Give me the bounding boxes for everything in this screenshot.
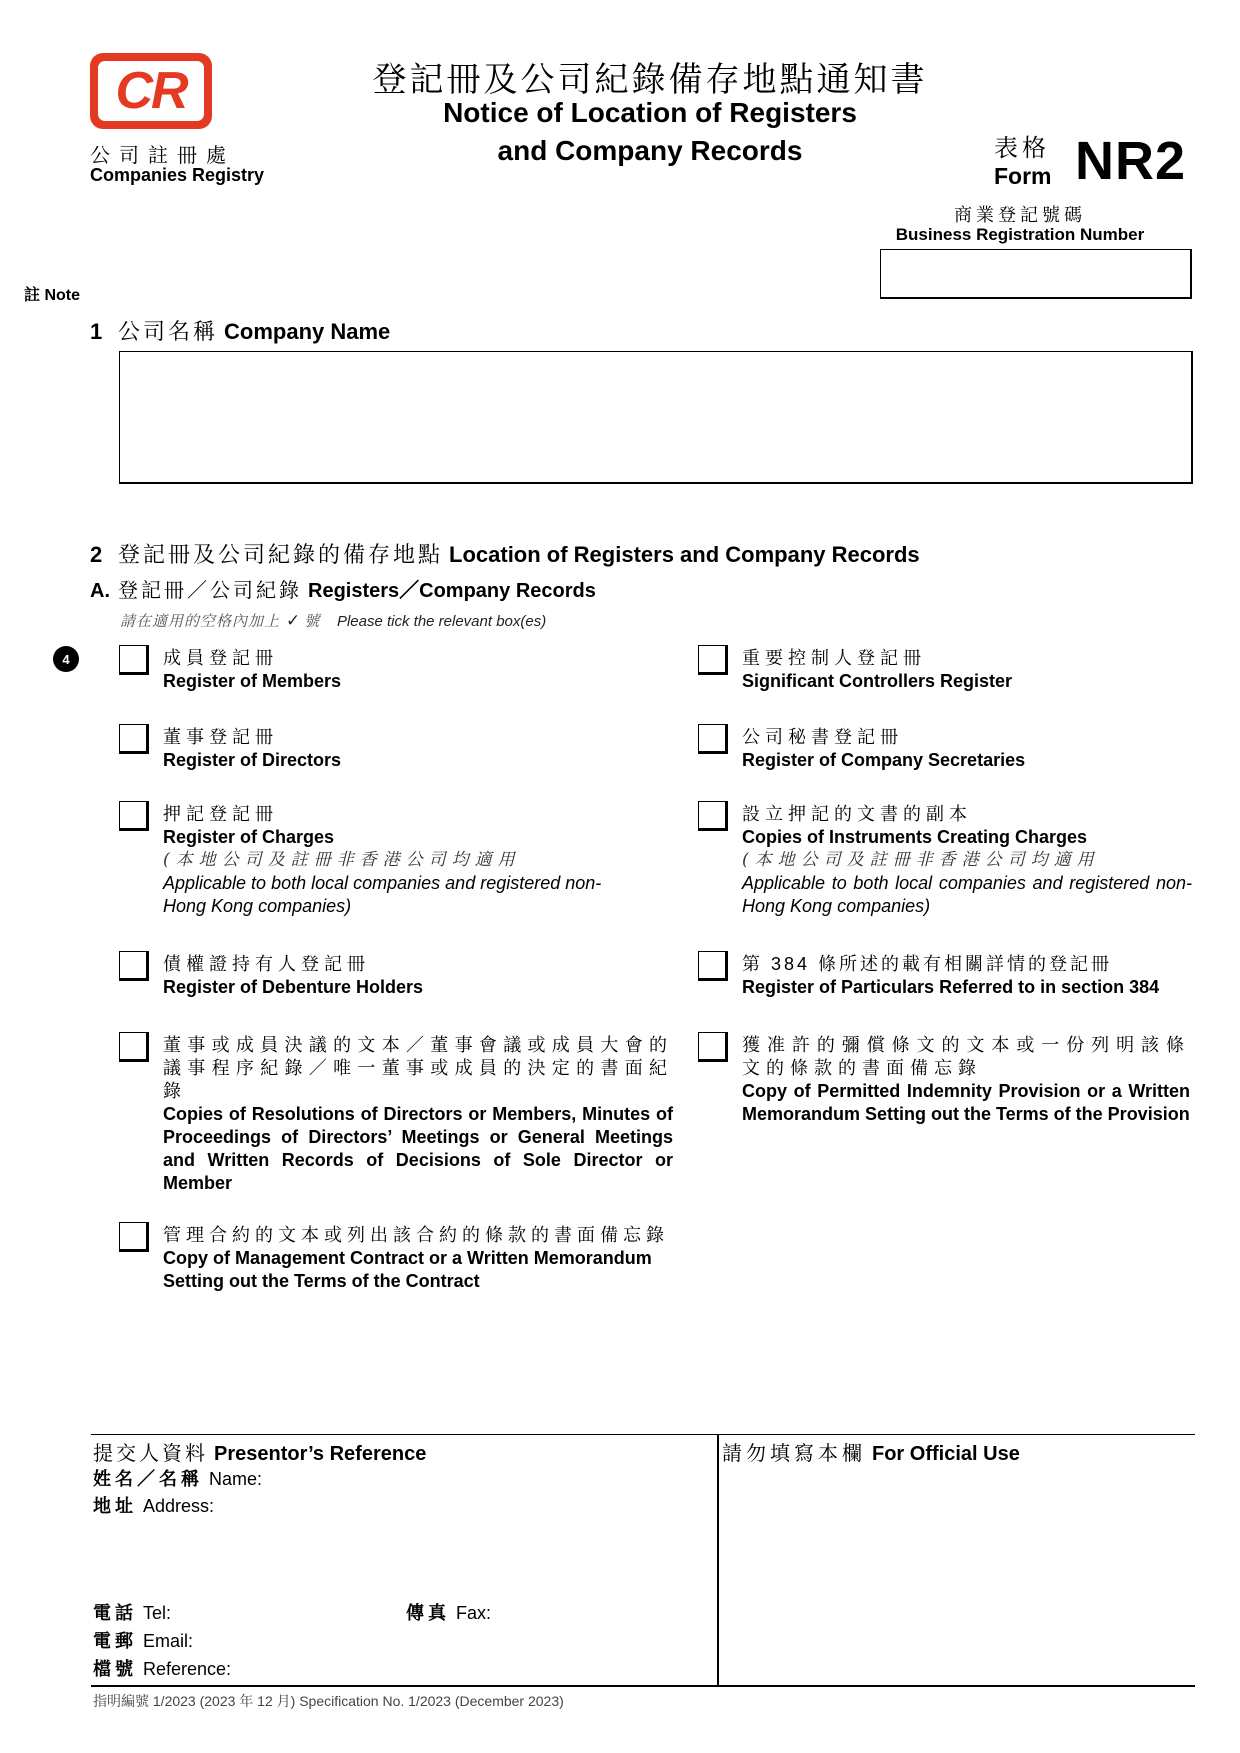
presentor-address-field[interactable]	[93, 1492, 214, 1518]
business-registration-number-field[interactable]	[880, 249, 1192, 299]
tick-mark-icon: ✓	[286, 611, 301, 630]
checkbox-register-of-company-secretaries[interactable]	[698, 724, 728, 754]
section-2-title-zh: 登記冊及公司紀錄的備存地點	[118, 542, 444, 567]
tick-instruction	[120, 610, 546, 631]
section-1-title-zh: 公司名稱	[118, 319, 219, 344]
presentor-fax-label-en: Fax:	[456, 1603, 492, 1623]
item-label-en: Register of Company Secretaries	[742, 750, 1026, 770]
presentor-ref-label-en: Reference:	[143, 1659, 232, 1679]
tick-instruction-zh: 請在適用的空格內加上	[120, 612, 281, 630]
footer-divider	[717, 1434, 719, 1686]
item-register-of-company-secretaries	[742, 726, 1240, 772]
section-1-title-en: Company Name	[224, 319, 391, 344]
tick-instruction-zh2: 號	[304, 612, 321, 630]
official-use-title-en: For Official Use	[872, 1443, 1020, 1465]
item-register-of-members	[163, 647, 673, 693]
item-management-contract	[163, 1224, 673, 1293]
logo-inner	[98, 61, 204, 121]
companies-registry-logo	[90, 53, 212, 129]
section-2-title	[90, 538, 920, 569]
item-label-en: Register of Charges	[163, 827, 335, 847]
item-label-en: Copy of Permitted Indemnity Provision or a Written Memorandum Setting out the Terms of the Provision	[742, 1081, 1190, 1124]
item-label-en: Register of Members	[163, 671, 342, 691]
presentor-address-label-en: Address:	[143, 1496, 215, 1516]
registry-name-en: Companies Registry	[90, 165, 265, 185]
subsection-a-label: A.	[90, 580, 110, 602]
presentor-ref-label-zh: 檔號	[93, 1659, 137, 1679]
subsection-a-title-zh: 登記冊／公司紀錄	[118, 580, 302, 602]
presentor-title-zh: 提交人資料	[93, 1443, 208, 1465]
section-2-number: 2	[90, 542, 103, 567]
item-label-zh: 押記登記冊	[163, 804, 278, 824]
note-column-label: 註 Note	[24, 287, 81, 304]
form-title-zh: 登記冊及公司紀錄備存地點通知書	[372, 61, 928, 99]
checkbox-register-of-particulars-s384[interactable]	[698, 951, 728, 981]
tick-instruction-en: Please tick the relevant box(es)	[336, 613, 547, 630]
note-4-badge: 4	[53, 646, 79, 672]
checkbox-register-of-members[interactable]	[119, 645, 149, 675]
item-label-zh: 成員登記冊	[163, 648, 278, 668]
presentor-email-label-en: Email:	[143, 1631, 194, 1651]
presentor-reference-field[interactable]	[93, 1655, 231, 1681]
item-significant-controllers-register	[742, 647, 1240, 693]
section-1-number: 1	[90, 319, 103, 344]
checkbox-permitted-indemnity-provision[interactable]	[698, 1032, 728, 1062]
presentor-tel-label-en: Tel:	[143, 1603, 172, 1623]
section-2-title-en: Location of Registers and Company Records	[449, 542, 920, 567]
brn-label-zh: 商業登記號碼	[954, 205, 1086, 225]
presentor-name-label-en: Name:	[209, 1469, 263, 1489]
item-register-of-debenture-holders	[163, 953, 673, 999]
presentor-tel-field[interactable]	[93, 1599, 171, 1625]
logo-text: CR	[115, 62, 187, 120]
item-label-zh: 設立押記的文書的副本	[742, 804, 972, 824]
item-note-zh: (本地公司及註冊非香港公司均適用	[742, 850, 1100, 870]
item-register-of-particulars-s384	[742, 953, 1192, 999]
presentor-address-label-zh: 地址	[93, 1496, 137, 1516]
section-1-title	[90, 315, 390, 346]
item-permitted-indemnity-provision	[742, 1034, 1190, 1126]
checkbox-register-of-directors[interactable]	[119, 724, 149, 754]
item-label-en: Significant Controllers Register	[742, 671, 1013, 691]
item-register-of-directors	[163, 726, 673, 772]
presentor-name-label-zh: 姓名／名稱	[93, 1469, 203, 1489]
official-use-title-zh: 請勿填寫本欄	[722, 1443, 866, 1465]
item-copies-of-instruments-creating-charges	[742, 803, 1192, 918]
brn-label-en: Business Registration Number	[895, 225, 1145, 244]
registry-name-zh: 公司註冊處	[90, 145, 235, 167]
item-note-zh: (本地公司及註冊非香港公司均適用	[163, 850, 521, 870]
item-label-en: Register of Debenture Holders	[163, 977, 424, 997]
item-label-zh: 公司秘書登記冊	[742, 727, 903, 747]
item-label-en: Copy of Management Contract or a Written Memorandum Setting out the Terms of the Contract	[163, 1248, 652, 1291]
form-label-en: Form	[994, 163, 1052, 189]
presentor-fax-field[interactable]	[406, 1599, 491, 1625]
subsection-a-title	[90, 574, 596, 603]
checkbox-management-contract[interactable]	[119, 1222, 149, 1252]
presentor-title-en: Presentor’s Reference	[214, 1443, 427, 1465]
subsection-a-title-en: Registers／Company Records	[308, 580, 596, 602]
form-title-en-line1: Notice of Location of Registers	[443, 97, 857, 128]
item-label-en: Copies of Resolutions of Directors or Members, Minutes of Proceedings of Directors’ Meetings or General Meetings and Written Records of Decisions of Sole Director or Member	[163, 1104, 673, 1193]
item-label-zh: 第 384 條所述的載有相關詳情的登記冊	[742, 954, 1113, 974]
footer-bottom-rule	[91, 1685, 1195, 1687]
presentor-name-field[interactable]	[93, 1465, 262, 1491]
item-label-zh: 董事或成員決議的文本／董事會議或成員大會的議事程序紀錄／唯一董事或成員的決定的書面紀錄	[163, 1035, 673, 1101]
item-copies-of-resolutions	[163, 1034, 673, 1195]
item-label-zh: 獲准許的彌償條文的文本或一份列明該條文的條款的書面備忘錄	[742, 1035, 1190, 1078]
item-register-of-charges	[163, 803, 673, 918]
item-label-en: Register of Particulars Referred to in section 384	[742, 977, 1160, 997]
presentor-fax-label-zh: 傳真	[406, 1603, 450, 1623]
presentor-reference-title	[93, 1437, 426, 1466]
presentor-email-label-zh: 電郵	[93, 1631, 137, 1651]
form-title-en-line2: and Company Records	[497, 135, 803, 166]
item-label-zh: 重要控制人登記冊	[742, 648, 926, 668]
checkbox-significant-controllers-register[interactable]	[698, 645, 728, 675]
item-note-en: Applicable to both local companies and registered non-Hong Kong companies)	[163, 873, 602, 916]
official-use-title	[722, 1437, 1020, 1466]
item-label-zh: 債權證持有人登記冊	[163, 954, 370, 974]
item-note-en: Applicable to both local companies and registered non-Hong Kong companies)	[742, 873, 1192, 916]
specification-number: 指明編號 1/2023 (2023 年 12 月) Specification No. 1/2023 (December 2023)	[93, 1693, 564, 1709]
checkbox-copies-of-instruments-creating-charges[interactable]	[698, 801, 728, 831]
item-label-en: Register of Directors	[163, 750, 342, 770]
form-label-zh: 表格	[994, 135, 1050, 162]
footer-top-rule	[91, 1434, 1195, 1435]
company-name-field[interactable]	[119, 351, 1193, 484]
presentor-email-field[interactable]	[93, 1627, 193, 1653]
checkbox-copies-of-resolutions[interactable]	[119, 1032, 149, 1062]
item-label-zh: 董事登記冊	[163, 727, 278, 747]
presentor-tel-label-zh: 電話	[93, 1603, 137, 1623]
checkbox-register-of-charges[interactable]	[119, 801, 149, 831]
checkbox-register-of-debenture-holders[interactable]	[119, 951, 149, 981]
form-code: NR2	[1075, 131, 1187, 191]
item-label-zh: 管理合約的文本或列出該合約的條款的書面備忘錄	[163, 1225, 669, 1245]
item-label-en: Copies of Instruments Creating Charges	[742, 827, 1088, 847]
